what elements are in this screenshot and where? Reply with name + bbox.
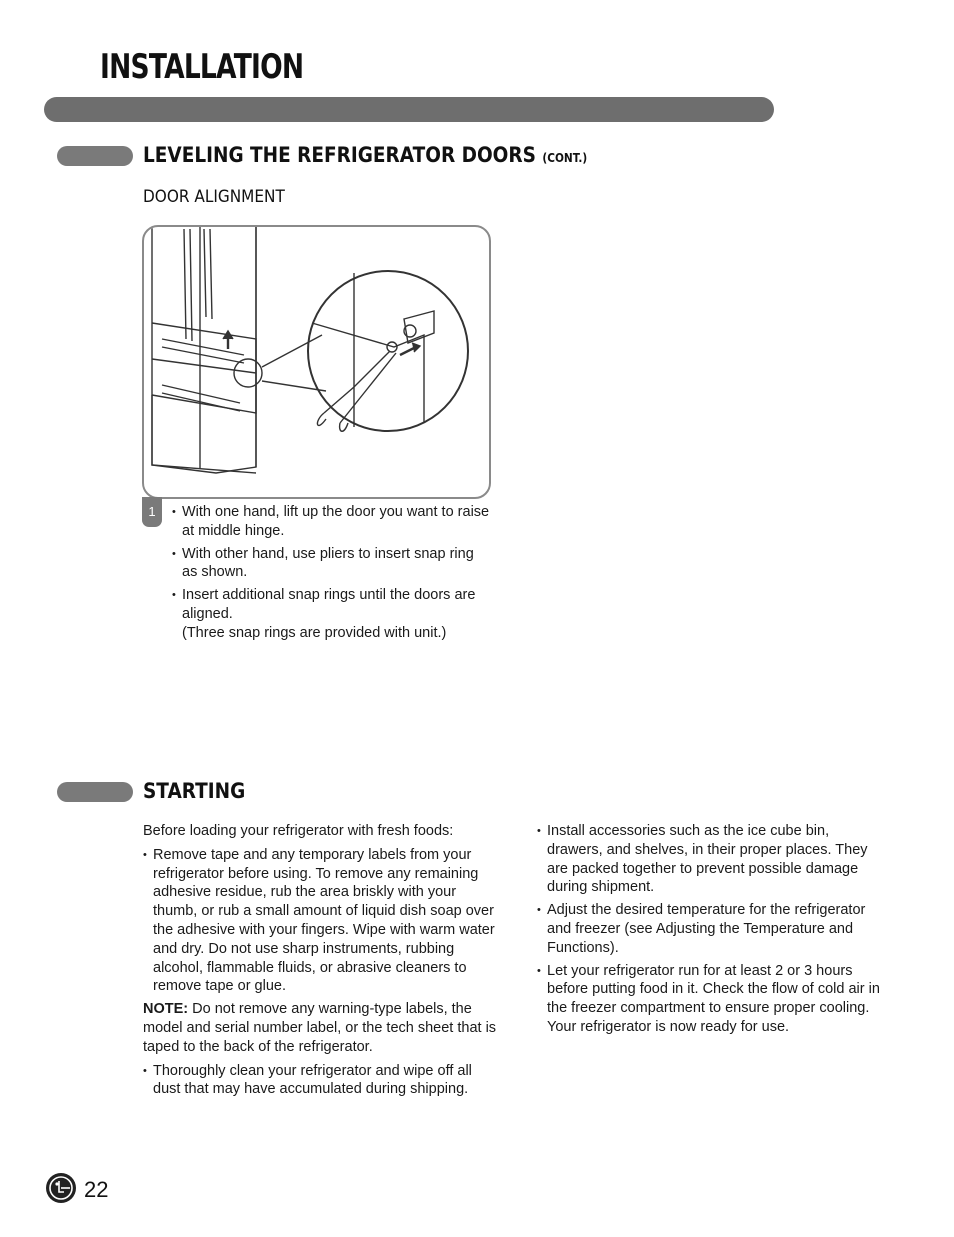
list-item: • Adjust the desired temperature for the refrigerator and freezer (see Adjusting the Temperature and Functions).	[537, 901, 882, 957]
starting-list-left	[143, 846, 503, 996]
door-alignment-illustration	[142, 225, 491, 499]
starting-list-right	[537, 822, 882, 1037]
starting-note	[143, 1000, 503, 1056]
list-item: • With other hand, use pliers to insert snap ring as shown.	[172, 545, 492, 583]
page-number: 22	[84, 1177, 109, 1202]
list-item-subtext: (Three snap rings are provided with unit.)	[182, 624, 447, 641]
title-bar	[44, 97, 774, 122]
refrigerator-pliers-drawing	[144, 227, 489, 497]
list-item-text: Insert additional snap rings until the doors are aligned.	[182, 587, 476, 622]
list-item: • Let your refrigerator run for at least 2 or 3 hours before putting food in it. Check the flow of cold air in the freezer compartment to ensure proper cooling. Your refrigerator is now ready for use.	[537, 962, 882, 1037]
section-marker	[57, 782, 133, 802]
starting-column-left	[143, 822, 503, 1103]
list-item: • Install accessories such as the ice cube bin, drawers, and shelves, in their proper places. They are packed together to prevent possible damage during shipment.	[537, 822, 882, 897]
door-alignment-steps	[172, 503, 492, 647]
list-item	[172, 586, 492, 642]
starting-heading: STARTING	[143, 779, 246, 803]
leveling-heading-text: LEVELING THE REFRIGERATOR DOORS	[143, 143, 536, 167]
note-label: NOTE:	[143, 1001, 189, 1018]
leveling-heading	[143, 145, 587, 166]
door-alignment-subheading: DOOR ALIGNMENT	[143, 187, 285, 207]
starting-list-left-2	[143, 1062, 503, 1100]
leveling-heading-suffix: (CONT.)	[542, 151, 588, 165]
starting-column-right	[537, 822, 882, 1041]
lg-logo-icon	[46, 1173, 76, 1203]
list-item: • With one hand, lift up the door you want to raise at middle hinge.	[172, 503, 492, 541]
note-text: Do not remove any warning-type labels, the model and serial number label, or the tech sheet that is taped to the back of the refrigerator.	[143, 1001, 497, 1055]
section-marker	[57, 146, 133, 166]
list-item: • Thoroughly clean your refrigerator and wipe off all dust that may have accumulated during shipping.	[143, 1062, 503, 1100]
list-item: • Remove tape and any temporary labels from your refrigerator before using. To remove any remaining adhesive residue, rub the area briskly with your thumb, or rub a small amount of liquid dish soap over the adhesive with your fingers. Wipe with warm water and dry. Do not use sharp instruments, rubbing alcohol, flammable fluids, or abrasive cleaners to remove tape or glue.	[143, 846, 503, 996]
page-title: INSTALLATION	[100, 47, 304, 87]
starting-intro: Before loading your refrigerator with fresh foods:	[143, 823, 454, 839]
step-number-tab: 1	[142, 497, 162, 527]
